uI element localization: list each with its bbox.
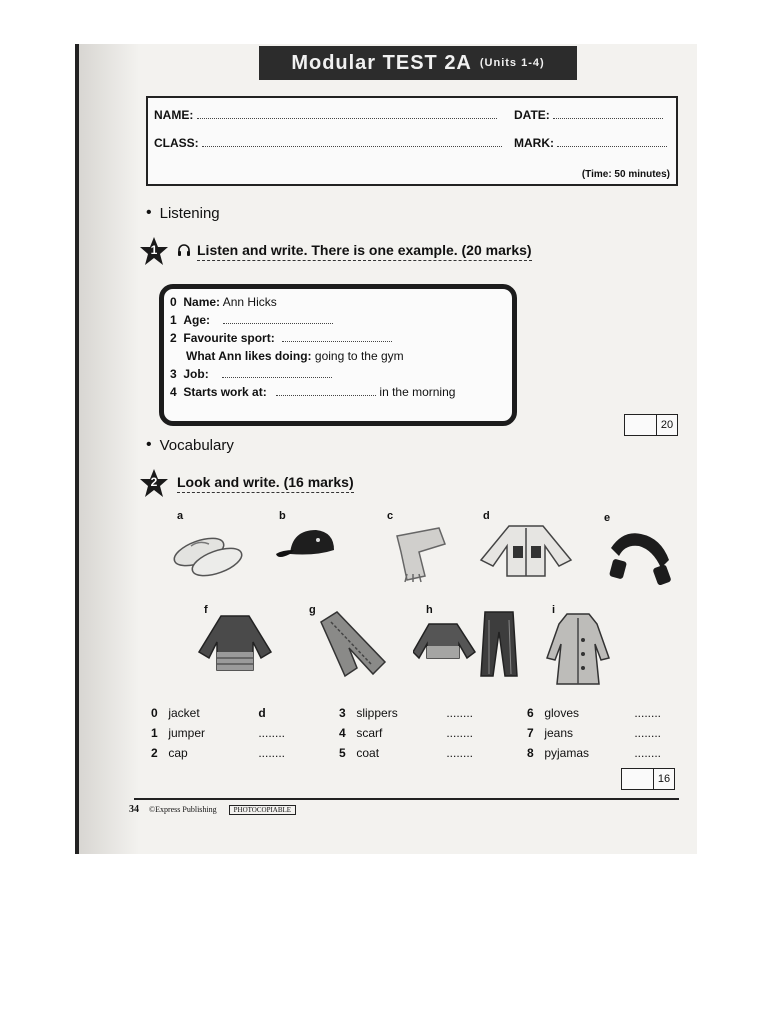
listening-heading [146,204,220,222]
listen-blank-1[interactable] [223,313,333,324]
task1-instruction: Listen and write. There is one example. (20 marks) [197,242,532,261]
class-row [154,136,502,150]
vocab-item-8: 8 pyjamas ........ [527,746,662,760]
pyjamas-picture [413,610,523,683]
picture-label-e: e [604,512,611,524]
publisher-credit: ©Express Publishing [149,805,217,814]
listen-item-4: 4 Starts work at: in the morning [170,385,456,399]
vocab-blank-3[interactable]: ........ [446,706,474,720]
worksheet-page [75,44,697,854]
listen-blank-3[interactable] [222,367,332,378]
vocab-item-4: 4 scarf ........ [339,726,474,740]
picture-label-f: f [204,604,208,616]
star-number-icon [139,468,169,498]
scarf-picture [389,522,453,591]
student-info-box [146,96,678,186]
listen-item-1: 1 Age: [170,313,333,327]
cap-picture [272,522,342,577]
class-label: CLASS: [154,136,199,150]
task2-score-box [621,768,675,790]
listen-item-3: 3 Job: [170,367,332,381]
star-number-icon [139,236,169,266]
task2-number: 2 [150,475,158,489]
picture-label-g: g [309,604,316,616]
listen-blank-2[interactable] [282,331,392,342]
task2-heading [139,468,354,498]
picture-label-h: h [426,604,433,616]
test-title: Modular TEST 2A [291,51,472,74]
task1-score-blank[interactable] [625,415,657,435]
task2-score-blank[interactable] [622,769,654,789]
vocab-blank-1[interactable]: ........ [258,726,286,740]
vocabulary-heading-text: Vocabulary [159,436,234,454]
test-units: (Units 1-4) [479,57,545,69]
task2-score-total: 16 [657,773,671,785]
page-footer [129,804,296,815]
picture-label-d: d [483,510,490,522]
name-blank[interactable] [197,108,497,119]
vocab-blank-8[interactable]: ........ [634,746,662,760]
date-label: DATE: [514,108,550,122]
vocab-item-2: 2 cap ........ [151,746,286,760]
task2-instruction: Look and write. (16 marks) [177,474,354,493]
jeans-picture [315,610,391,685]
page-shadow [79,44,139,854]
slippers-picture [169,522,249,587]
photocopiable-label: PHOTOCOPIABLE [229,805,296,815]
jacket-picture [479,520,573,585]
picture-label-i: i [552,604,556,616]
vocabulary-heading [146,436,234,454]
vocab-answer-0: d [258,706,266,720]
vocab-item-6: 6 gloves ........ [527,706,662,720]
vocab-blank-6[interactable]: ........ [634,706,662,720]
vocab-item-0: 0 jacket d [151,706,266,720]
test-title-banner [259,46,577,80]
coat-picture [545,610,611,691]
footer-divider [134,798,679,800]
date-row [514,108,663,122]
mark-row [514,136,667,150]
listen-item-2: 2 Favourite sport: [170,331,392,345]
headphones-icon [177,243,191,260]
picture-label-a: a [177,510,184,522]
task1-score-total: 20 [660,419,674,431]
gloves-picture [605,524,677,593]
listening-heading-text: Listening [159,204,220,222]
task1-number: 1 [150,243,158,257]
jumper-picture [195,612,275,679]
vocab-item-5: 5 coat ........ [339,746,474,760]
vocab-blank-5[interactable]: ........ [446,746,474,760]
bullet-icon: • [146,436,152,453]
task1-heading [139,236,532,266]
listen-answer-4: in the morning [379,385,456,399]
vocab-blank-2[interactable]: ........ [258,746,286,760]
listen-answer-example: going to the gym [314,349,404,363]
picture-label-b: b [279,510,286,522]
task1-score-box [624,414,678,436]
vocab-blank-4[interactable]: ........ [446,726,474,740]
listen-answer-0: Ann Hicks [222,295,277,309]
page-number: 34 [129,804,139,815]
listen-blank-4[interactable] [276,385,376,396]
vocab-item-3: 3 slippers ........ [339,706,474,720]
name-label: NAME: [154,108,194,122]
mark-label: MARK: [514,136,554,150]
vocab-item-7: 7 jeans ........ [527,726,662,740]
name-row [154,108,497,122]
bullet-icon: • [146,204,152,221]
listen-item-0: 0 Name: Ann Hicks [170,295,277,309]
vocab-item-1: 1 jumper ........ [151,726,286,740]
listening-answer-box [159,284,517,426]
mark-blank[interactable] [557,136,667,147]
date-blank[interactable] [553,108,663,119]
picture-label-c: c [387,510,394,522]
class-blank[interactable] [202,136,502,147]
listen-item-example: What Ann likes doing: going to the gym [186,349,404,363]
vocab-blank-7[interactable]: ........ [634,726,662,740]
time-note: (Time: 50 minutes) [581,169,670,180]
